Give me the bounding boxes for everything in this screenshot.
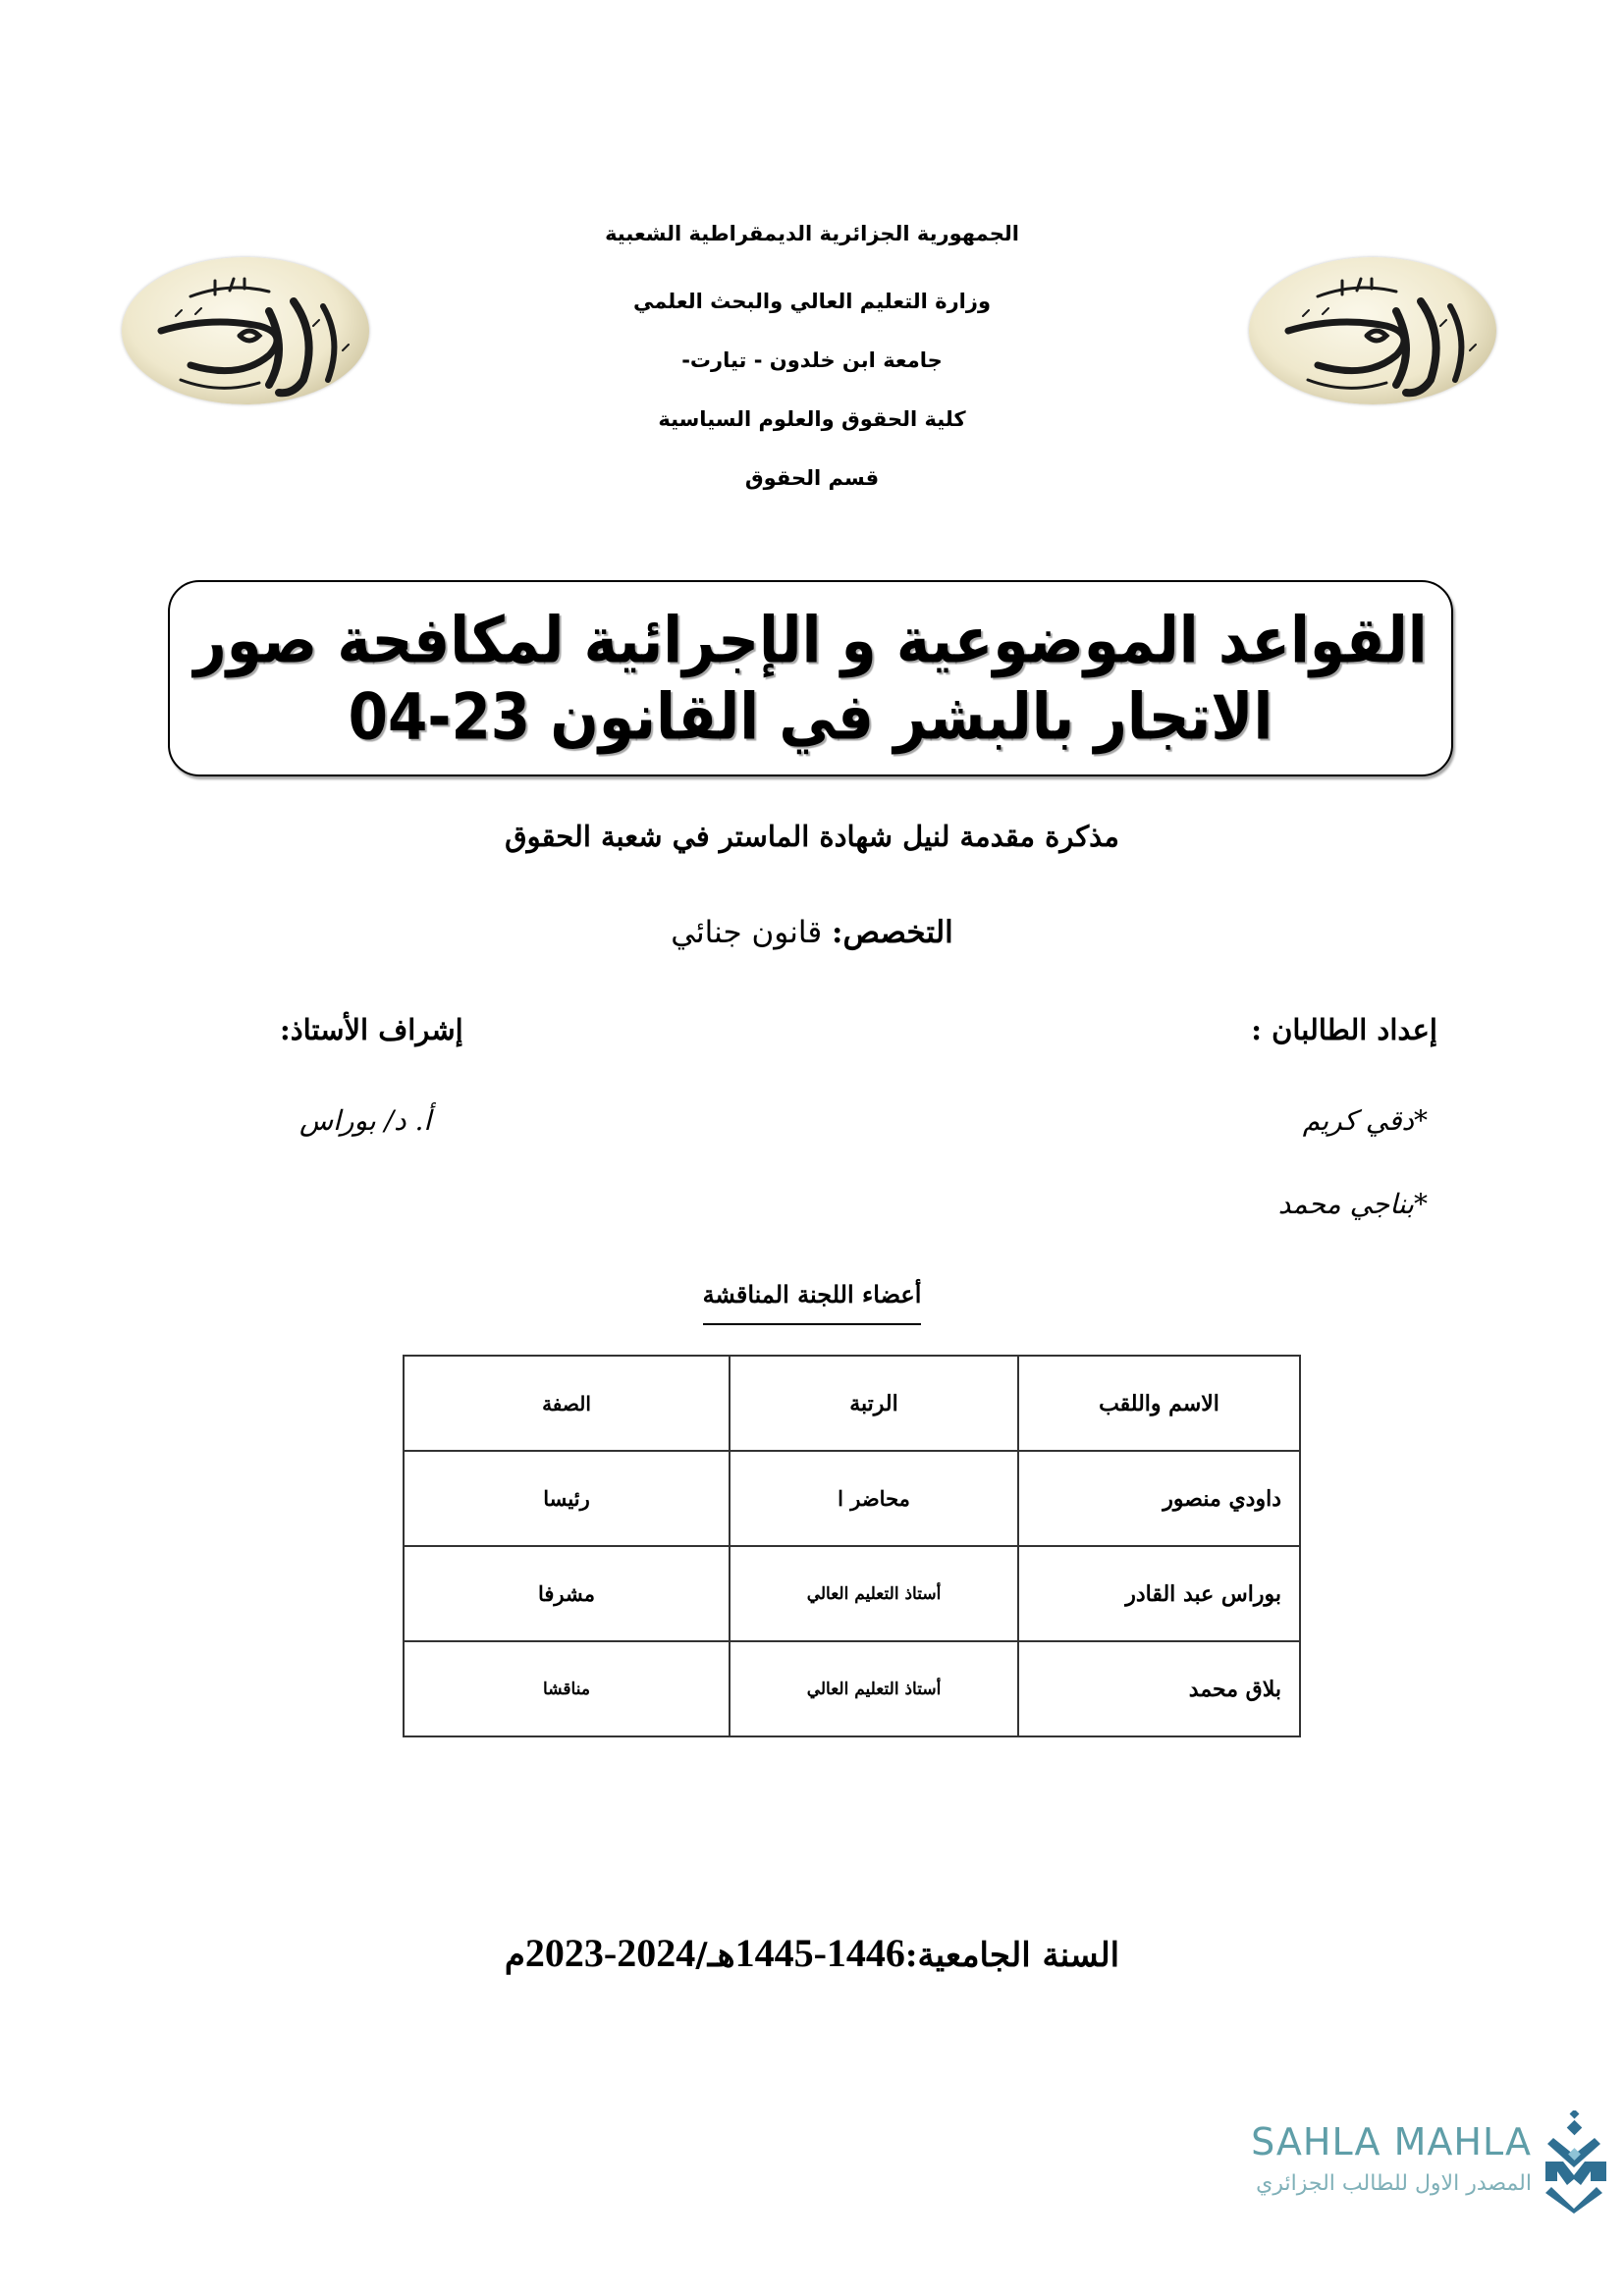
member-role: رئيسا [404,1451,730,1546]
supervisor-heading: إشراف الأستاذ: [280,1013,463,1046]
sahla-mahla-emblem-icon [1542,2110,1610,2214]
supervisor-name: أ. د/ بوراس [299,1104,432,1137]
university-logo-icon [122,257,369,404]
gregorian-suffix: م [504,1936,525,1975]
hijri-years: 1445-1446 [734,1931,905,1975]
university-name: جامعة ابن خلدون - تيارت- [681,348,943,372]
university-logo-right [1249,257,1496,404]
sahla-mahla-watermark [1178,2110,1610,2218]
header-name: الاسم واللقب [1018,1356,1300,1451]
specialty-line [0,911,1624,954]
academic-year-label: السنة الجامعية: [904,1936,1120,1975]
member-name: بوراس عبد القادر [1018,1546,1300,1641]
committee-table [403,1355,1301,1737]
committee-title-text: أعضاء اللجنة المناقشة [703,1278,922,1325]
committee-title [0,1278,1624,1325]
member-role: مشرفا [404,1546,730,1641]
country-name: الجمهورية الجزائرية الديمقراطية الشعبية [605,222,1019,245]
thesis-title-line-1: القواعد الموضوعية و الإجرائية لمكافحة صور [193,602,1428,678]
faculty-name: كلية الحقوق والعلوم السياسية [658,407,966,431]
member-name: بلاق محمد [1018,1641,1300,1736]
watermark-brand: SAHLA MAHLA [1251,2120,1532,2163]
degree-statement: مذكرة مقدمة لنيل شهادة الماستر في شعبة الحقوق [505,820,1119,853]
specialty-label: التخصص: [832,915,953,950]
student-name-2: *بناجي محمد [1277,1188,1428,1220]
students-heading: إعداد الطالبان : [1251,1013,1437,1046]
member-name: داودي منصور [1018,1451,1300,1546]
header-role: الصفة [404,1356,730,1451]
member-rank: أستاذ التعليم العالي [730,1641,1018,1736]
student-name-1: *دقي كريم [1302,1104,1428,1137]
member-rank: محاضر ا [730,1451,1018,1546]
member-rank: أستاذ التعليم العالي [730,1546,1018,1641]
thesis-title-line-2: الاتجار بالبشر في القانون 23-04 [348,678,1273,755]
table-header-row [404,1356,1300,1451]
ministry-name: وزارة التعليم العالي والبحث العلمي [632,290,992,313]
table-row [404,1641,1300,1736]
university-logo-icon [1249,257,1496,404]
academic-year [0,1929,1624,1980]
university-logo-left [122,257,369,404]
gregorian-years: 2023-2024 [524,1931,696,1975]
table-row [404,1546,1300,1641]
hijri-suffix: هـ/ [695,1936,735,1975]
table-row [404,1451,1300,1546]
specialty-value: قانون جنائي [671,915,823,950]
member-role: مناقشا [404,1641,730,1736]
thesis-title-box [168,580,1453,776]
header-rank: الرتبة [730,1356,1018,1451]
department-name: قسم الحقوق [744,466,880,490]
watermark-tagline: المصدر الاول للطالب الجزائري [1256,2171,1532,2196]
